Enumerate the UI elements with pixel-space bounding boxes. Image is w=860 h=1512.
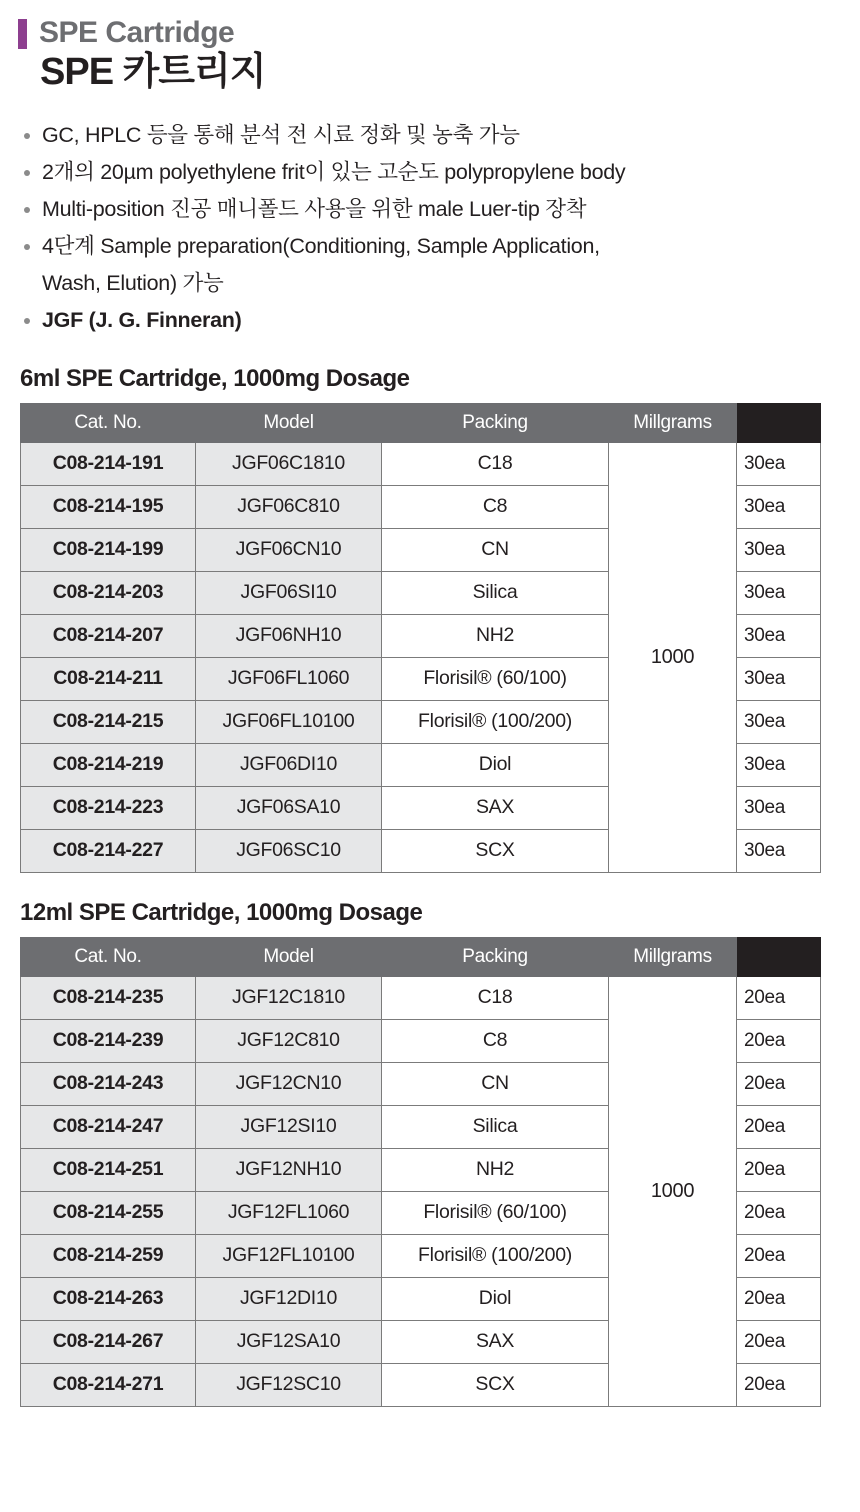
cell-cat-no: C08-214-243 bbox=[21, 1062, 196, 1105]
list-item bbox=[22, 191, 842, 228]
cell-cat-no: C08-214-239 bbox=[21, 1019, 196, 1062]
cell-model: JGF06C810 bbox=[196, 485, 382, 528]
cell-cat-no: C08-214-227 bbox=[21, 829, 196, 872]
cell-model: JGF06DI10 bbox=[196, 743, 382, 786]
section-title: 6ml SPE Cartridge, 1000mg Dosage bbox=[20, 364, 410, 392]
table-header-row bbox=[21, 403, 821, 442]
column-header-model: Model bbox=[196, 937, 382, 976]
cell-model: JGF12SA10 bbox=[196, 1320, 382, 1363]
table-header-row bbox=[21, 937, 821, 976]
cell-quantity: 20ea bbox=[737, 1105, 821, 1148]
section-title: 12ml SPE Cartridge, 1000mg Dosage bbox=[20, 898, 423, 926]
list-item bbox=[22, 117, 842, 154]
cell-packing: C18 bbox=[382, 442, 609, 485]
table-row bbox=[21, 976, 821, 1019]
cell-model: JGF06NH10 bbox=[196, 614, 382, 657]
feature-text: Multi-position 진공 매니폴드 사용을 위한 male Luer-tip 장착 bbox=[42, 196, 587, 221]
cell-packing: Silica bbox=[382, 1105, 609, 1148]
cell-model: JGF12CN10 bbox=[196, 1062, 382, 1105]
cell-packing: Florisil® (60/100) bbox=[382, 1191, 609, 1234]
cell-model: JGF12FL1060 bbox=[196, 1191, 382, 1234]
cell-packing: Diol bbox=[382, 1277, 609, 1320]
feature-text-continued: Wash, Elution) 가능 bbox=[42, 270, 224, 295]
cell-quantity: 20ea bbox=[737, 1277, 821, 1320]
column-header-packing: Packing bbox=[382, 937, 609, 976]
column-header-cat-no: Cat. No. bbox=[21, 937, 196, 976]
cell-quantity: 20ea bbox=[737, 1019, 821, 1062]
cell-packing: NH2 bbox=[382, 1148, 609, 1191]
cell-cat-no: C08-214-191 bbox=[21, 442, 196, 485]
column-header-millgrams: Millgrams bbox=[609, 403, 737, 442]
cell-quantity: 20ea bbox=[737, 1363, 821, 1406]
cell-cat-no: C08-214-219 bbox=[21, 743, 196, 786]
page-title-ko: SPE 카트리지 bbox=[40, 51, 266, 93]
feature-text: JGF (J. G. Finneran) bbox=[42, 307, 242, 332]
page-header bbox=[18, 16, 842, 95]
cell-packing: C18 bbox=[382, 976, 609, 1019]
cell-model: JGF12NH10 bbox=[196, 1148, 382, 1191]
cell-cat-no: C08-214-247 bbox=[21, 1105, 196, 1148]
cell-model: JGF12C1810 bbox=[196, 976, 382, 1019]
bullet-icon bbox=[24, 133, 30, 139]
cell-quantity: 20ea bbox=[737, 1191, 821, 1234]
cell-packing: SCX bbox=[382, 1363, 609, 1406]
cell-packing: NH2 bbox=[382, 614, 609, 657]
spe-table-6ml bbox=[20, 403, 821, 873]
cell-packing: CN bbox=[382, 528, 609, 571]
bullet-icon bbox=[24, 207, 30, 213]
feature-text: 2개의 20µm polyethylene frit이 있는 고순도 polypropylene body bbox=[42, 159, 626, 184]
cell-model: JGF12SI10 bbox=[196, 1105, 382, 1148]
cell-millgrams: 1000 bbox=[609, 442, 737, 872]
cell-packing: Diol bbox=[382, 743, 609, 786]
title-en-row bbox=[18, 16, 842, 49]
bullet-icon bbox=[24, 318, 30, 324]
cell-cat-no: C08-214-267 bbox=[21, 1320, 196, 1363]
cell-cat-no: C08-214-235 bbox=[21, 976, 196, 1019]
cell-quantity: 30ea bbox=[737, 786, 821, 829]
cell-model: JGF06SC10 bbox=[196, 829, 382, 872]
column-header-cat-no: Cat. No. bbox=[21, 403, 196, 442]
cell-model: JGF12DI10 bbox=[196, 1277, 382, 1320]
cell-quantity: 20ea bbox=[737, 1148, 821, 1191]
cell-packing: SAX bbox=[382, 786, 609, 829]
cell-quantity: 30ea bbox=[737, 528, 821, 571]
cell-packing: C8 bbox=[382, 1019, 609, 1062]
cell-model: JGF12C810 bbox=[196, 1019, 382, 1062]
cell-model: JGF12SC10 bbox=[196, 1363, 382, 1406]
cell-cat-no: C08-214-271 bbox=[21, 1363, 196, 1406]
feature-text: 4단계 Sample preparation(Conditioning, Sample Application, bbox=[42, 233, 600, 258]
cell-packing: SAX bbox=[382, 1320, 609, 1363]
cell-model: JGF06SA10 bbox=[196, 786, 382, 829]
list-item bbox=[22, 302, 842, 339]
section-6ml bbox=[18, 365, 842, 873]
list-item bbox=[22, 228, 842, 302]
cell-cat-no: C08-214-211 bbox=[21, 657, 196, 700]
cell-quantity: 30ea bbox=[737, 743, 821, 786]
cell-model: JGF06CN10 bbox=[196, 528, 382, 571]
cell-model: JGF12FL10100 bbox=[196, 1234, 382, 1277]
column-header-millgrams: Millgrams bbox=[609, 937, 737, 976]
accent-bar bbox=[18, 19, 27, 49]
list-item bbox=[22, 154, 842, 191]
cell-quantity: 30ea bbox=[737, 829, 821, 872]
column-header-quantity bbox=[737, 937, 821, 976]
cell-millgrams: 1000 bbox=[609, 976, 737, 1406]
cell-cat-no: C08-214-199 bbox=[21, 528, 196, 571]
column-header-quantity bbox=[737, 403, 821, 442]
cell-packing: CN bbox=[382, 1062, 609, 1105]
bullet-icon bbox=[24, 170, 30, 176]
feature-list bbox=[22, 117, 842, 339]
cell-cat-no: C08-214-203 bbox=[21, 571, 196, 614]
table-row bbox=[21, 442, 821, 485]
cell-cat-no: C08-214-251 bbox=[21, 1148, 196, 1191]
cell-cat-no: C08-214-207 bbox=[21, 614, 196, 657]
cell-cat-no: C08-214-223 bbox=[21, 786, 196, 829]
cell-cat-no: C08-214-259 bbox=[21, 1234, 196, 1277]
cell-quantity: 20ea bbox=[737, 1234, 821, 1277]
cell-quantity: 20ea bbox=[737, 1320, 821, 1363]
cell-quantity: 20ea bbox=[737, 1062, 821, 1105]
spe-table-12ml bbox=[20, 937, 821, 1407]
cell-model: JGF06SI10 bbox=[196, 571, 382, 614]
cell-quantity: 20ea bbox=[737, 976, 821, 1019]
column-header-model: Model bbox=[196, 403, 382, 442]
bullet-icon bbox=[24, 244, 30, 250]
cell-quantity: 30ea bbox=[737, 700, 821, 743]
cell-quantity: 30ea bbox=[737, 657, 821, 700]
cell-packing: SCX bbox=[382, 829, 609, 872]
cell-model: JGF06FL1060 bbox=[196, 657, 382, 700]
feature-text: GC, HPLC 등을 통해 분석 전 시료 정화 및 농축 가능 bbox=[42, 122, 520, 147]
cell-cat-no: C08-214-263 bbox=[21, 1277, 196, 1320]
cell-cat-no: C08-214-215 bbox=[21, 700, 196, 743]
page-title-en: SPE Cartridge bbox=[39, 16, 235, 49]
cell-cat-no: C08-214-195 bbox=[21, 485, 196, 528]
cell-packing: Florisil® (60/100) bbox=[382, 657, 609, 700]
cell-packing: Silica bbox=[382, 571, 609, 614]
cell-model: JGF06C1810 bbox=[196, 442, 382, 485]
cell-packing: Florisil® (100/200) bbox=[382, 700, 609, 743]
cell-quantity: 30ea bbox=[737, 442, 821, 485]
cell-packing: Florisil® (100/200) bbox=[382, 1234, 609, 1277]
cell-packing: C8 bbox=[382, 485, 609, 528]
section-12ml bbox=[18, 899, 842, 1407]
cell-quantity: 30ea bbox=[737, 485, 821, 528]
cell-cat-no: C08-214-255 bbox=[21, 1191, 196, 1234]
cell-quantity: 30ea bbox=[737, 614, 821, 657]
cell-model: JGF06FL10100 bbox=[196, 700, 382, 743]
cell-quantity: 30ea bbox=[737, 571, 821, 614]
column-header-packing: Packing bbox=[382, 403, 609, 442]
